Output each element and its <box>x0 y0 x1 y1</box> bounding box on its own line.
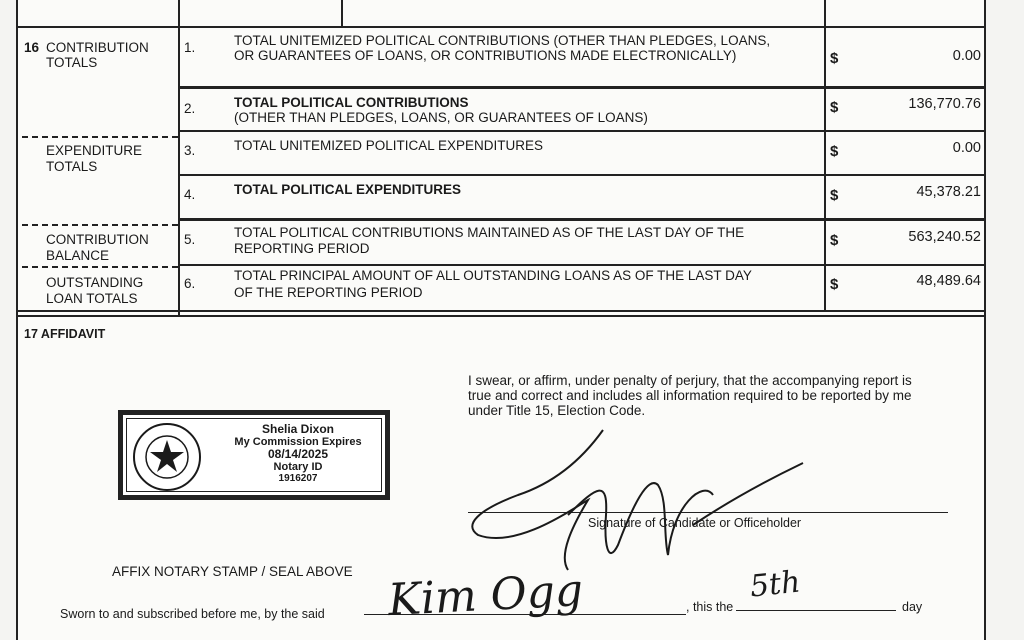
row-3-number: 3. <box>184 143 196 158</box>
row-sep-1 <box>178 86 984 89</box>
oath-line-1: I swear, or affirm, under penalty of perjury, that the accompanying report is <box>468 373 912 388</box>
row-2-amount: 136,770.76 <box>908 96 981 112</box>
stamp-caption: AFFIX NOTARY STAMP / SEAL ABOVE <box>112 564 353 579</box>
row-sep-4 <box>178 218 984 221</box>
section-16-bottom-rule <box>18 310 984 312</box>
row-2-dollar: $ <box>830 99 839 116</box>
signature-caption: Signature of Candidate or Officeholder <box>588 516 802 530</box>
top-divider-2 <box>341 0 343 28</box>
row-4-amount: 45,378.21 <box>916 184 981 200</box>
handwritten-day: 5th <box>748 564 803 605</box>
row-1-amount: 0.00 <box>952 48 981 64</box>
row-1-dollar: $ <box>830 50 839 67</box>
oath-line-2: true and correct and includes all information required to be reported by me <box>468 388 912 403</box>
row-1-number: 1. <box>184 40 196 55</box>
row-4-number: 4. <box>184 187 196 202</box>
this-the-label: , this the <box>686 600 734 614</box>
notary-commission-label: My Commission Expires <box>234 436 362 448</box>
row-6-dollar: $ <box>830 276 839 293</box>
loan-totals-label-1: OUTSTANDING <box>46 275 144 290</box>
section-16-number: 16 <box>24 40 40 55</box>
candidate-signature <box>458 425 818 575</box>
group-sep-balance <box>22 224 178 226</box>
row-6-number: 6. <box>184 276 196 291</box>
row-sep-2 <box>178 130 984 132</box>
expenditure-totals-label-2: TOTALS <box>46 159 98 174</box>
row-2-line-2: (OTHER THAN PLEDGES, LOANS, OR GUARANTEES OF LOANS) <box>234 110 648 125</box>
campaign-finance-form <box>16 0 986 640</box>
row-6-amount: 48,489.64 <box>916 273 981 289</box>
group-sep-loans <box>22 266 178 268</box>
contribution-totals-label-1: CONTRIBUTION <box>46 40 149 55</box>
sworn-text: Sworn to and subscribed before me, by the said <box>60 607 325 621</box>
notary-seal-icon <box>131 421 203 493</box>
section-17-heading: 17 AFFIDAVIT <box>24 327 106 341</box>
row-3-dollar: $ <box>830 143 839 160</box>
row-6-line-1: TOTAL PRINCIPAL AMOUNT OF ALL OUTSTANDING LOANS AS OF THE LAST DAY <box>234 268 752 283</box>
row-5-dollar: $ <box>830 232 839 249</box>
day-line <box>736 610 896 611</box>
section-16-top-rule <box>18 26 984 28</box>
contribution-totals-label-2: TOTALS <box>46 55 98 70</box>
row-6-line-2: OF THE REPORTING PERIOD <box>234 285 423 300</box>
row-5-number: 5. <box>184 232 196 247</box>
day-label: day <box>902 600 923 614</box>
group-sep-expenditure <box>22 136 178 138</box>
row-1-line-1: TOTAL UNITEMIZED POLITICAL CONTRIBUTIONS (OTHER THAN PLEDGES, LOANS, <box>234 33 771 48</box>
amount-col-divider <box>824 28 826 310</box>
row-3-line-1: TOTAL UNITEMIZED POLITICAL EXPENDITURES <box>234 138 544 153</box>
label-col-divider <box>178 28 180 316</box>
expenditure-totals-label-1: EXPENDITURE <box>46 143 143 158</box>
handwritten-name: Kim Ogg <box>386 564 585 627</box>
row-2-number: 2. <box>184 101 196 116</box>
row-2-line-1: TOTAL POLITICAL CONTRIBUTIONS <box>234 95 469 110</box>
row-sep-5 <box>178 264 984 266</box>
row-4-line-1: TOTAL POLITICAL EXPENDITURES <box>234 182 462 197</box>
oath-line-3: under Title 15, Election Code. <box>468 403 646 418</box>
contribution-balance-label-1: CONTRIBUTION <box>46 232 149 247</box>
row-5-line-1: TOTAL POLITICAL CONTRIBUTIONS MAINTAINED AS OF THE LAST DAY OF THE <box>234 225 745 240</box>
row-5-amount: 563,240.52 <box>908 229 981 245</box>
top-divider-3 <box>824 0 826 28</box>
row-4-dollar: $ <box>830 187 839 204</box>
notary-id-label: Notary ID <box>273 461 323 473</box>
row-1-line-2: OR GUARANTEES OF LOANS, OR CONTRIBUTIONS MADE ELECTRONICALLY) <box>234 48 737 63</box>
notary-name: Shelia Dixon <box>261 422 335 436</box>
row-5-line-2: REPORTING PERIOD <box>234 241 370 256</box>
row-3-amount: 0.00 <box>952 140 981 156</box>
notary-id: 1916207 <box>278 473 318 484</box>
top-divider-1 <box>178 0 180 28</box>
contribution-balance-label-2: BALANCE <box>46 248 110 263</box>
section-17-top-rule <box>18 315 984 317</box>
notary-expiration: 08/14/2025 <box>267 447 329 461</box>
notary-stamp <box>118 410 390 500</box>
loan-totals-label-2: LOAN TOTALS <box>46 291 138 306</box>
row-sep-3 <box>178 174 984 176</box>
